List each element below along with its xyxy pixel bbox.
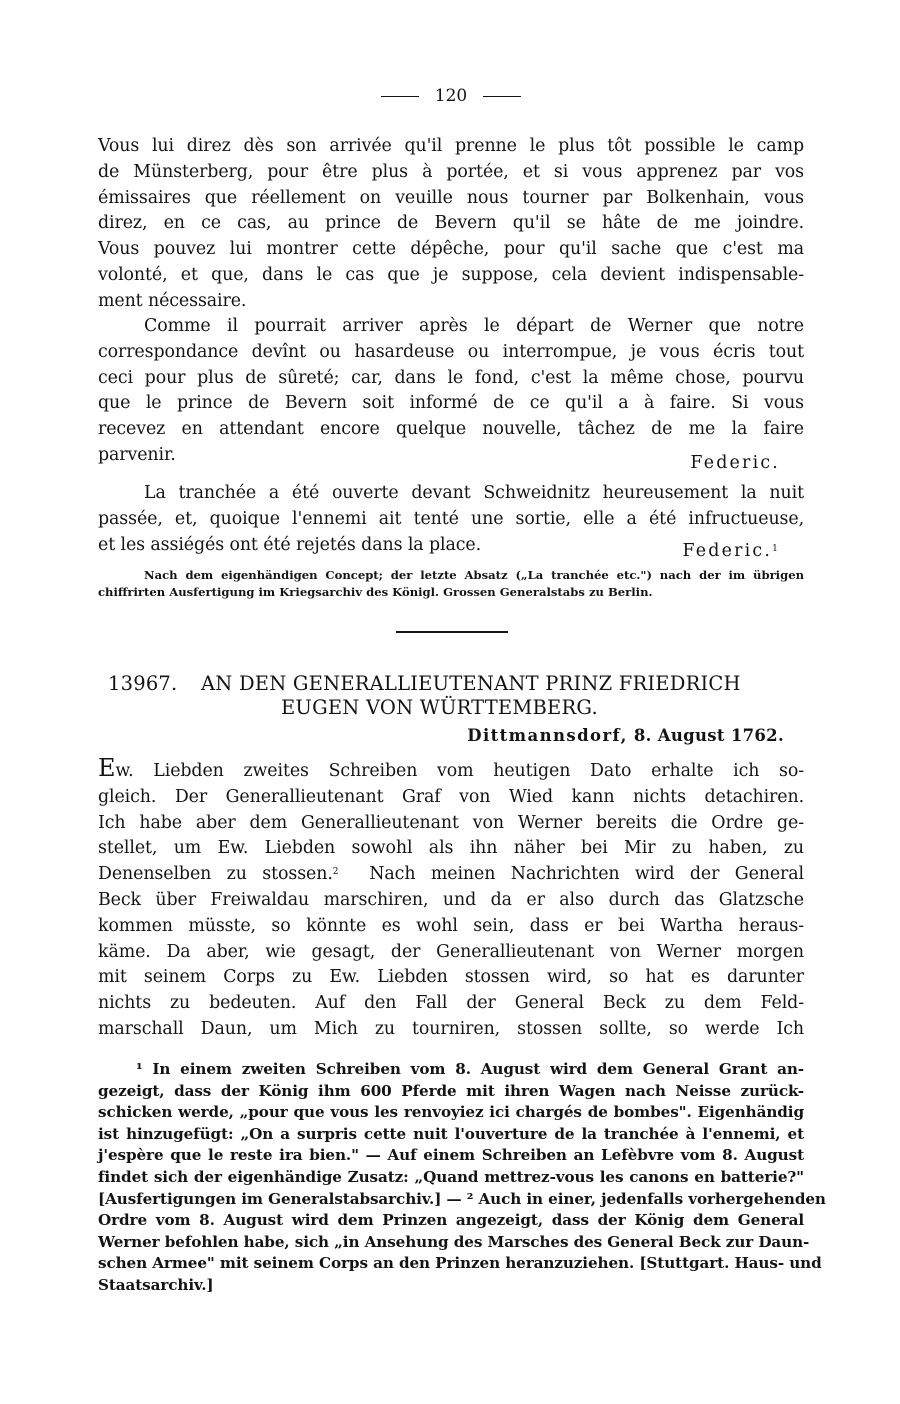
text-line: correspondance devînt ou hasardeuse ou interrompue, je vous écris tout xyxy=(98,341,804,362)
text-line: marschall Daun, um Mich zu tourniren, stossen sollte, so werde Ich xyxy=(98,1018,804,1039)
text-line: émissaires que réellement on veuille nous tourner par Bolkenhain, vous xyxy=(98,187,804,208)
dateline-place: Dittmannsdorf, xyxy=(467,726,628,745)
signature-text: Federic. xyxy=(682,541,773,561)
footnote-line: schicken werde, „pour que vous les renvoyiez ici chargés de bombes". Eigenhändig xyxy=(98,1103,804,1122)
text-line: Beck über Freiwaldau marschiren, und da er also durch das Glatzsche xyxy=(98,889,804,910)
text-line: ceci pour plus de sûreté; car, dans le fond, c'est la même chose, pourvu xyxy=(98,367,804,388)
letter-body xyxy=(98,756,804,1043)
letter-number: 13967. xyxy=(108,672,178,695)
text-segment: Nach meinen Nachrichten wird der General xyxy=(369,864,804,885)
text-segment: Denenselben zu stossen. xyxy=(98,864,333,885)
footnote-ref: 1 xyxy=(772,544,780,554)
footnote-line: Ordre vom 8. August wird dem Prinzen angezeigt, dass der König dem General xyxy=(98,1211,804,1230)
text-line: parvenir. xyxy=(98,444,176,465)
letter-title-line-1: AN DEN GENERALLIEUTENANT PRINZ FRIEDRICH xyxy=(201,672,741,695)
source-note xyxy=(98,567,804,601)
footnotes xyxy=(98,1059,826,1297)
footnote-ref: 2 xyxy=(332,867,339,878)
drop-cap: E xyxy=(98,754,116,782)
text-line: que le prince de Bevern soit informé de ce qu'il a à faire. Si vous xyxy=(98,393,804,414)
footnote-line: schen Armee" mit seinem Corps an den Prinzen heranzuziehen. [Stuttgart. Haus- und xyxy=(98,1254,822,1273)
footnote-line: j'espère que le reste ira bien." — Auf einem Schreiben an Lefèbvre vom 8. August xyxy=(98,1146,804,1165)
section-divider xyxy=(396,631,508,633)
signature-federic-2 xyxy=(682,541,780,561)
text-line: de Münsterberg, pour être plus à portée, et si vous apprenez par vos xyxy=(98,161,804,182)
text-line: La tranchée a été ouverte devant Schweidnitz heureusement la nuit xyxy=(144,483,804,503)
text-line: Vous lui direz dès son arrivée qu'il prenne le plus tôt possible le camp xyxy=(98,136,804,156)
header-dash-right xyxy=(483,96,521,97)
text-line: Vous pouvez lui montrer cette dépêche, pour qu'il sache que c'est ma xyxy=(98,239,804,260)
page-header xyxy=(98,86,804,106)
text-line-rest: w. Liebden zweites Schreiben vom heutigen Dato erhalte ich so- xyxy=(115,761,804,781)
signature-federic: Federic. xyxy=(690,453,780,473)
footnote-line: [Ausfertigungen im Generalstabsarchiv.] — ² Auch in einer, jedenfalls vorhergehenden xyxy=(98,1189,826,1208)
text-line: gleich. Der Generallieutenant Graf von Wied kann nichts detachiren. xyxy=(98,786,804,807)
text-line: volonté, et que, dans le cas que je suppose, cela devient indispensable- xyxy=(98,264,804,285)
letter-paragraph-1 xyxy=(98,134,804,315)
text-line: kommen müsste, so könnte es wohl sein, dass er bei Wartha heraus- xyxy=(98,915,804,936)
header-dash-left xyxy=(381,96,419,97)
text-line xyxy=(98,862,804,888)
letter-title-line-2: EUGEN VON WÜRTTEMBERG. xyxy=(281,696,598,719)
footnote-line: gezeigt, dass der König ihm 600 Pferde mit ihren Wagen nach Neisse zurück- xyxy=(98,1081,804,1100)
dateline xyxy=(467,726,784,745)
source-note-line: chiffrirten Ausfertigung im Kriegsarchiv des Königl. Grossen Generalstabs zu Berlin. xyxy=(98,585,653,599)
text-line: Ich habe aber dem Generallieutenant von Werner bereits die Ordre ge- xyxy=(98,812,804,833)
text-line: Comme il pourrait arriver après le départ de Werner que notre xyxy=(144,316,804,336)
footnote-line: ist hinzugefügt: „On a surpris cette nuit l'ouverture de la tranchée à l'ennemi, et xyxy=(98,1124,804,1143)
text-line xyxy=(98,756,804,785)
text-line: et les assiégés ont été rejetés dans la place. xyxy=(98,534,482,555)
text-line: mit seinem Corps zu Ew. Liebden stossen wird, so hat es darunter xyxy=(98,967,804,988)
text-line: stellet, um Ew. Liebden sowohl als ihn näher bei Mir zu haben, zu xyxy=(98,838,804,859)
text-line: ment nécessaire. xyxy=(98,290,247,311)
page-number: 120 xyxy=(434,86,468,106)
letter-paragraph-2 xyxy=(98,314,804,469)
text-line: recevez en attendant encore quelque nouvelle, tâchez de me la faire xyxy=(98,419,804,440)
text-line: nichts zu bedeuten. Auf den Fall der General Beck zu dem Feld- xyxy=(98,993,804,1014)
text-line: käme. Da aber, wie gesagt, der Generallieutenant von Werner morgen xyxy=(98,941,804,962)
dateline-date: 8. August 1762. xyxy=(633,726,784,745)
text-line: passée, et, quoique l'ennemi ait tenté une sortie, elle a été infructueuse, xyxy=(98,508,804,529)
footnote-line: ¹ In einem zweiten Schreiben vom 8. August wird dem General Grant an- xyxy=(136,1060,804,1078)
source-note-line: Nach dem eigenhändigen Concept; der letzte Absatz („La tranchée etc.") nach der im übrigen xyxy=(144,568,804,582)
footnote-line: Werner befohlen habe, sich „in Ansehung des Marsches des General Beck zur Daun- xyxy=(98,1232,810,1251)
footnote-line: Staatsarchiv.] xyxy=(98,1275,214,1294)
footnote-line: findet sich der eigenhändige Zusatz: „Quand mettrez-vous les canons en batterie?" xyxy=(98,1167,804,1186)
text-line: direz, en ce cas, au prince de Bevern qu'il se hâte de me joindre. xyxy=(98,213,804,234)
